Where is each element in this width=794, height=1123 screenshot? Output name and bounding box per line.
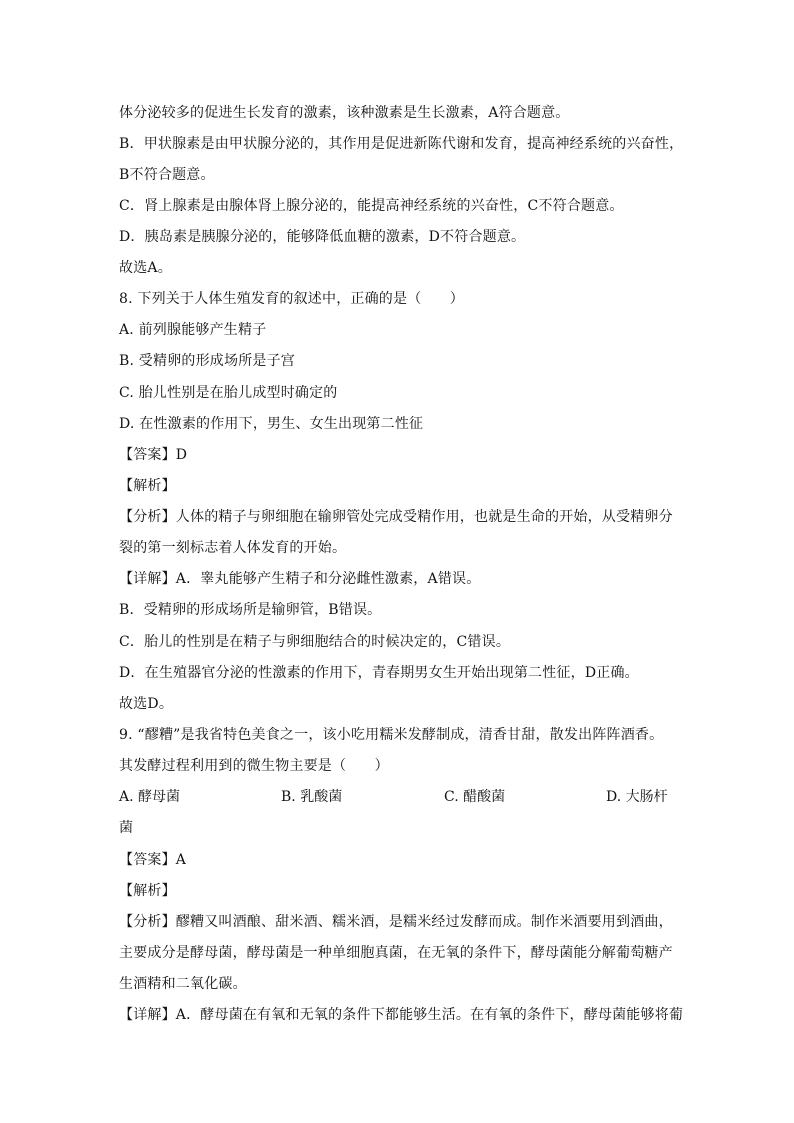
text-line: D．胰岛素是胰腺分泌的，能够降低血糖的激素，D不符合题意。 xyxy=(119,229,526,245)
text-line: 裂的第一刻标志着人体发育的开始。 xyxy=(119,540,347,556)
text-line: B不符合题意。 xyxy=(119,167,215,183)
question-9-option-c: C. 醋酸菌 xyxy=(444,789,506,805)
text-line: 【分析】人体的精子与卵细胞在输卵管处完成受精作用，也就是生命的开始，从受精卵分 xyxy=(119,509,673,525)
question-9-option-d: D. 大肠杆 xyxy=(606,789,668,805)
text-line: 主要成分是酵母菌，酵母菌是一种单细胞真菌，在无氧的条件下，酵母菌能分解葡萄糖产 xyxy=(119,945,673,961)
question-9-option-a: A. 酵母菌 xyxy=(119,789,181,805)
text-line: 【详解】A．睾丸能够产生精子和分泌雌性激素，A错误。 xyxy=(119,571,481,587)
question-8-option-c: C. 胎儿性别是在胎儿成型时确定的 xyxy=(119,385,338,401)
text-line: 【详解】A．酵母菌在有氧和无氧的条件下都能够生活。在有氧的条件下，酵母菌能够将葡 xyxy=(119,1007,684,1023)
question-9-stem: 9. “醪糟”是我省特色美食之一，该小吃用糯米发酵制成，清香甘甜，散发出阵阵酒香。 xyxy=(119,727,664,743)
text-line: B．受精卵的形成场所是输卵管，B错误。 xyxy=(119,602,382,618)
text-line: 【分析】醪糟又叫酒酿、甜米酒、糯米酒，是糯米经过发酵而成。制作米酒要用到酒曲， xyxy=(119,914,673,930)
question-8-option-b: B. 受精卵的形成场所是子宫 xyxy=(119,353,295,369)
question-9-option-b: B. 乳酸菌 xyxy=(281,789,343,805)
text-line: 故选A。 xyxy=(119,260,172,276)
text-line: C．肾上腺素是由腺体肾上腺分泌的，能提高神经系统的兴奋性，C不符合题意。 xyxy=(119,198,624,214)
text-line: 体分泌较多的促进生长发育的激素，该种激素是生长激素，A符合题意。 xyxy=(119,105,570,121)
text-line: 故选D。 xyxy=(119,696,174,712)
question-9-option-d-wrap: 菌 xyxy=(119,820,134,836)
text-line: C．胎儿的性别是在精子与卵细胞结合的时候决定的，C错误。 xyxy=(119,634,511,650)
question-8-stem: 8. 下列关于人体生殖发育的叙述中，正确的是（ ） xyxy=(119,291,465,307)
question-9-stem-cont: 其发酵过程利用到的微生物主要是（ ） xyxy=(119,758,389,774)
analysis-label: 【解析】 xyxy=(119,883,176,899)
text-line: 生酒精和二氧化碳。 xyxy=(119,976,247,992)
answer-label: 【答案】A xyxy=(119,852,187,868)
analysis-label: 【解析】 xyxy=(119,478,176,494)
question-8-option-a: A. 前列腺能够产生精子 xyxy=(119,322,267,338)
question-8-option-d: D. 在性激素的作用下，男生、女生出现第二性征 xyxy=(119,416,424,432)
text-line: B．甲状腺素是由甲状腺分泌的，其作用是促进新陈代谢和发育，提高神经系统的兴奋性， xyxy=(119,136,684,152)
answer-label: 【答案】D xyxy=(119,447,188,463)
text-line: D．在生殖器官分泌的性激素的作用下，青春期男女生开始出现第二性征，D正确。 xyxy=(119,665,639,681)
